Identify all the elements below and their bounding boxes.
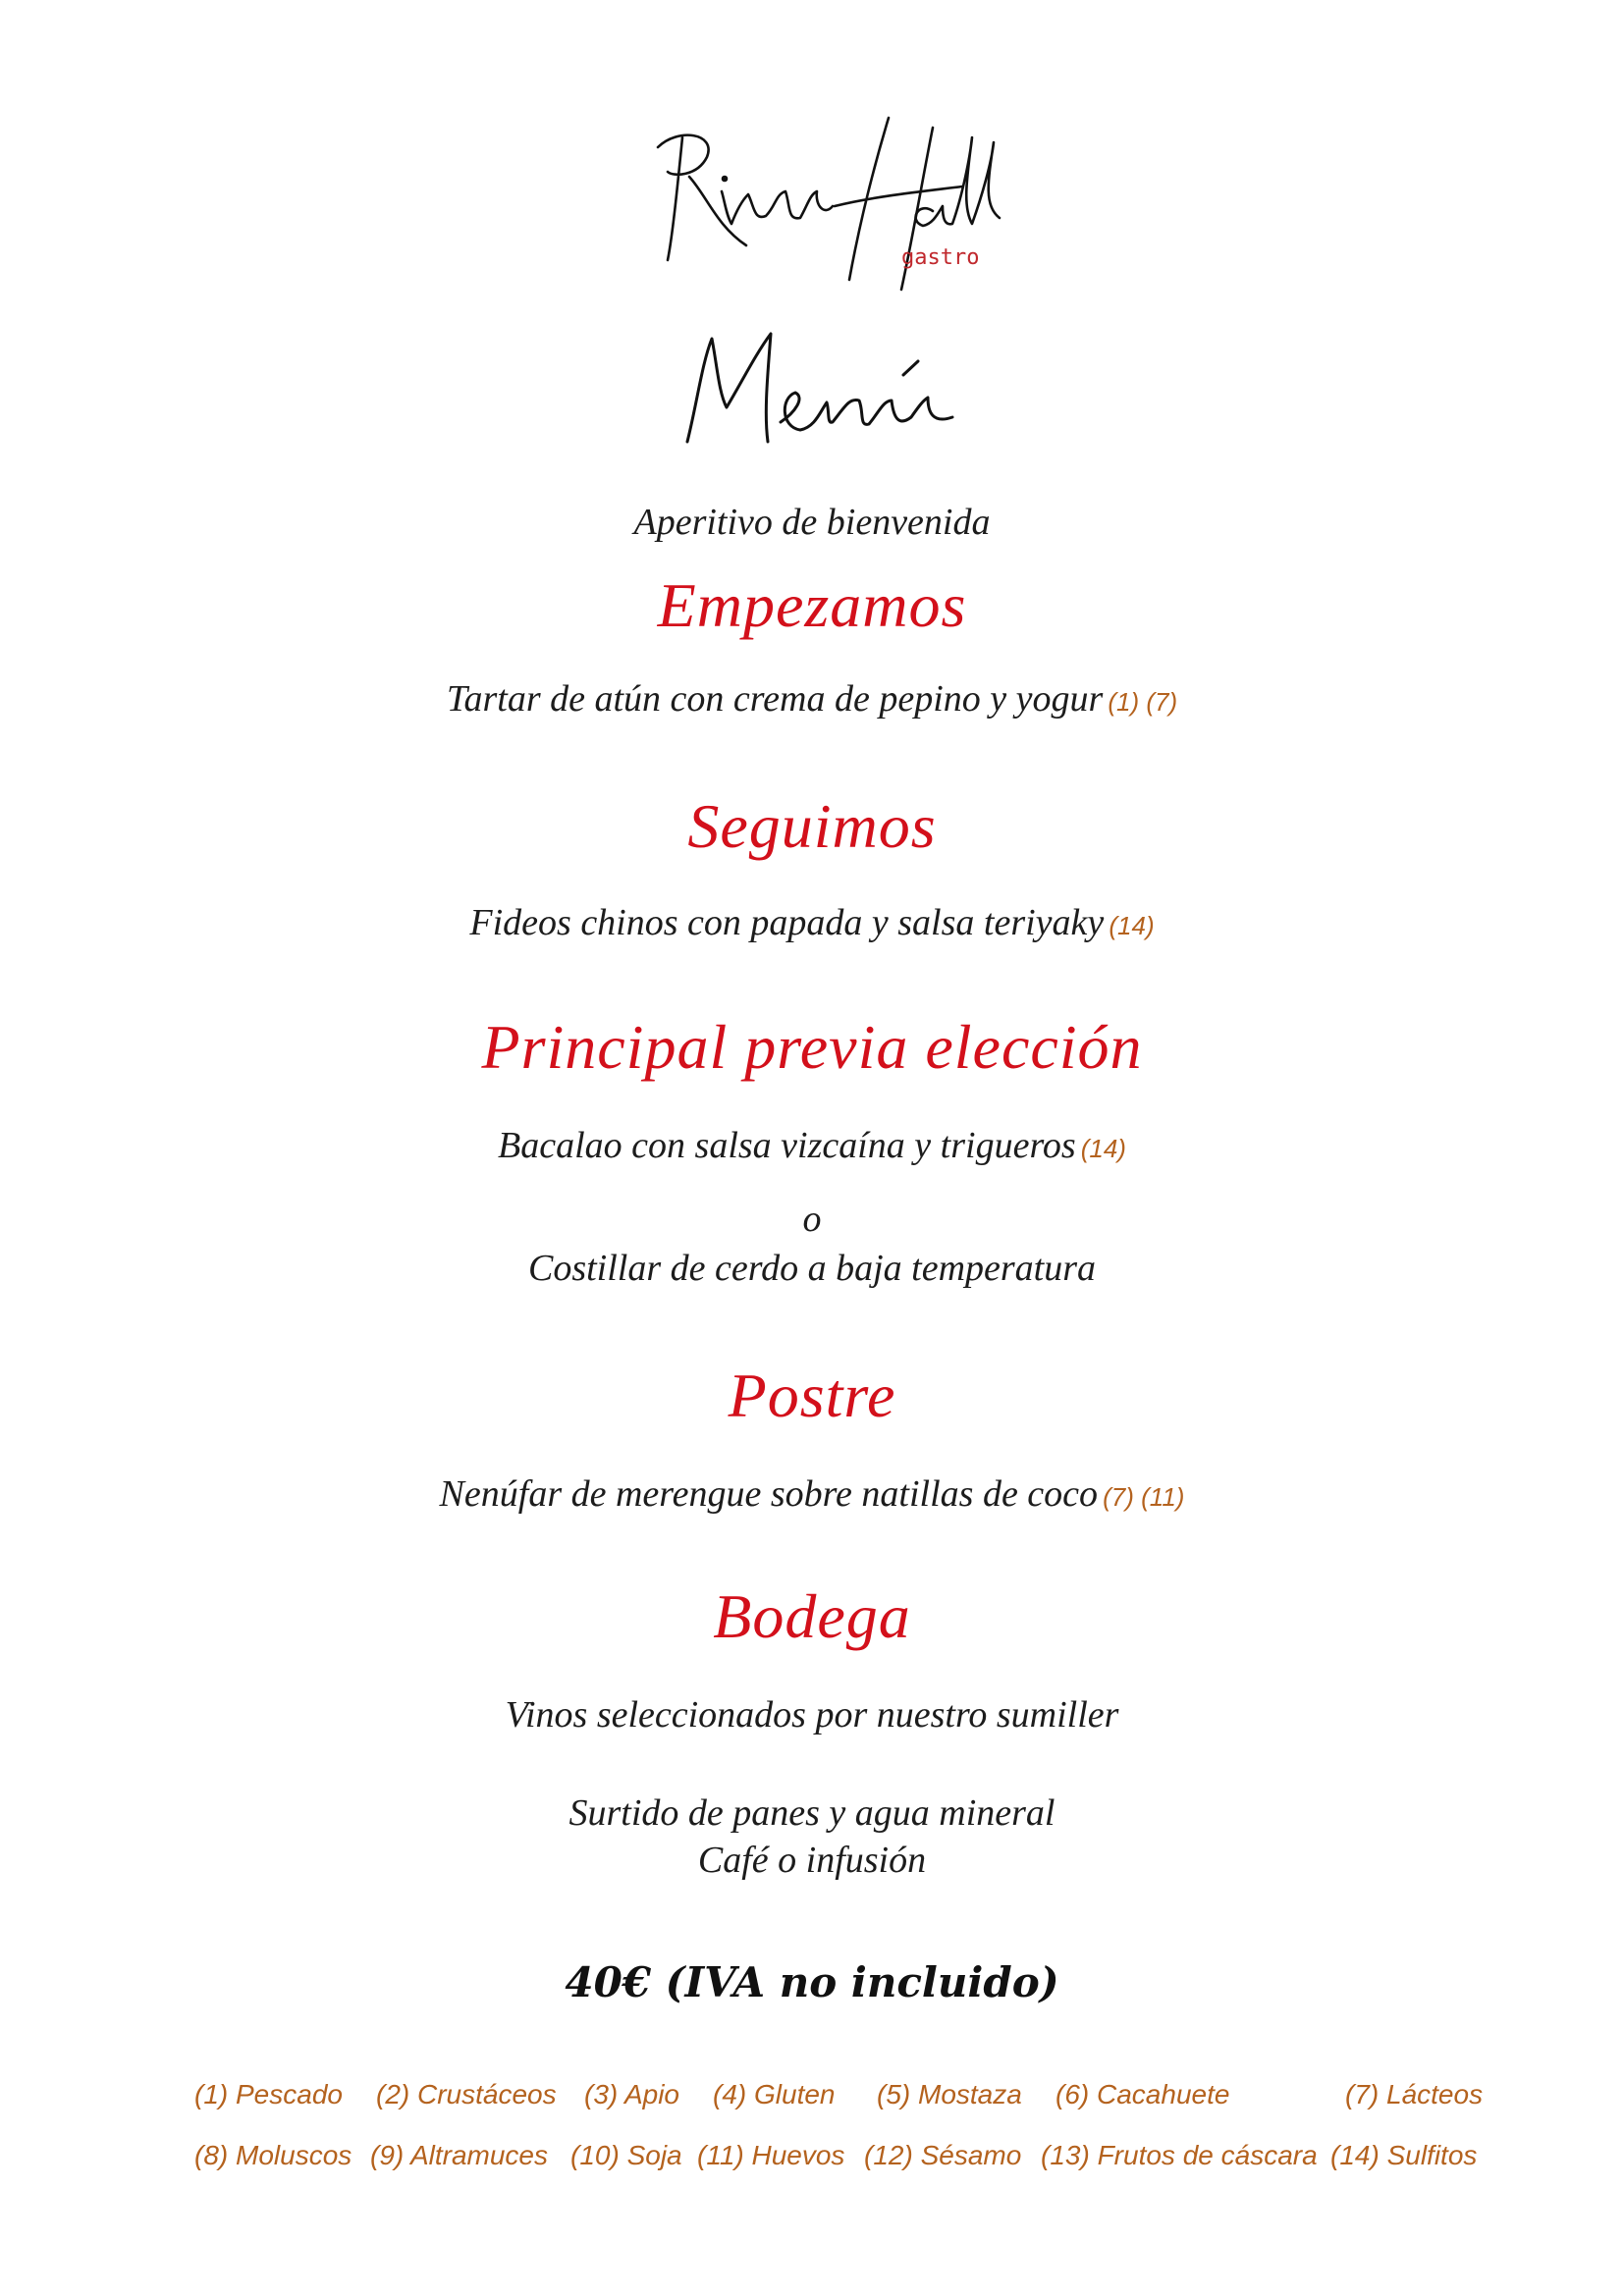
option-separator: o — [802, 1199, 822, 1240]
brand-subtitle: gastro — [901, 245, 980, 270]
allergens-dessert: (7) (11) — [1103, 1482, 1185, 1512]
allergens-second: (14) — [1109, 911, 1155, 940]
legend-item: (9) Altramuces — [370, 2140, 549, 2170]
legend-item: (13) Frutos de cáscara — [1041, 2140, 1318, 2170]
dish-main-option2: Costillar de cerdo a baja temperatura — [527, 1248, 1097, 1289]
dish-main-option1-row — [0, 1124, 1624, 1167]
legend-item: (12) Sésamo — [864, 2140, 1022, 2170]
extra-coffee: Café o infusión — [697, 1840, 927, 1881]
section-title-second-text: Seguimos — [687, 791, 937, 861]
dish-starter-row — [0, 677, 1624, 721]
section-title-main-text: Principal previa elección — [481, 1012, 1143, 1082]
dish-dessert-row — [0, 1472, 1624, 1516]
dish-cellar: Vinos seleccionados por nuestro sumiller — [505, 1694, 1119, 1735]
legend-item: (11) Huevos — [697, 2140, 845, 2170]
section-title-starter-text: Empezamos — [657, 570, 967, 640]
legend-item: (14) Sulfitos — [1330, 2140, 1478, 2170]
legend-item: (1) Pescado — [194, 2079, 343, 2109]
section-title-dessert — [0, 1360, 1624, 1432]
section-title-dessert-text: Postre — [728, 1361, 896, 1430]
section-title-cellar-text: Bodega — [713, 1581, 911, 1651]
legend-item: (5) Mostaza — [877, 2079, 1022, 2109]
dish-main-option1: Bacalao con salsa vizcaína y trigueros — [498, 1125, 1076, 1166]
legend-item: (7) Lácteos — [1345, 2079, 1484, 2109]
legend-item: (10) Soja — [570, 2140, 682, 2170]
dish-second: Fideos chinos con papada y salsa teriyaky — [469, 902, 1105, 943]
section-title-main — [0, 1011, 1624, 1084]
dish-second-row — [0, 901, 1624, 944]
section-title-second — [0, 790, 1624, 863]
legend-item: (6) Cacahuete — [1056, 2079, 1230, 2109]
river-hall-logo — [638, 108, 1011, 304]
dish-starter: Tartar de atún con crema de pepino y yogur — [446, 678, 1104, 720]
allergens-starter: (1) (7) — [1108, 687, 1178, 717]
section-title-cellar — [0, 1580, 1624, 1653]
legend-item: (2) Crustáceos — [376, 2079, 557, 2109]
legend-item: (4) Gluten — [713, 2079, 836, 2109]
allergens-main-option1: (14) — [1080, 1134, 1126, 1163]
dish-dessert: Nenúfar de merengue sobre natillas de coco — [439, 1473, 1099, 1515]
menu-heading-script — [658, 314, 992, 471]
legend-item: (8) Moluscos — [194, 2140, 352, 2170]
extra-bread-water: Surtido de panes y agua mineral — [568, 1792, 1056, 1834]
section-title-starter — [0, 569, 1624, 642]
welcome-aperitif: Aperitivo de bienvenida — [633, 502, 991, 543]
legend-item: (3) Apio — [584, 2079, 680, 2109]
menu-price: 40€ (IVA no incluido) — [565, 1958, 1059, 2006]
